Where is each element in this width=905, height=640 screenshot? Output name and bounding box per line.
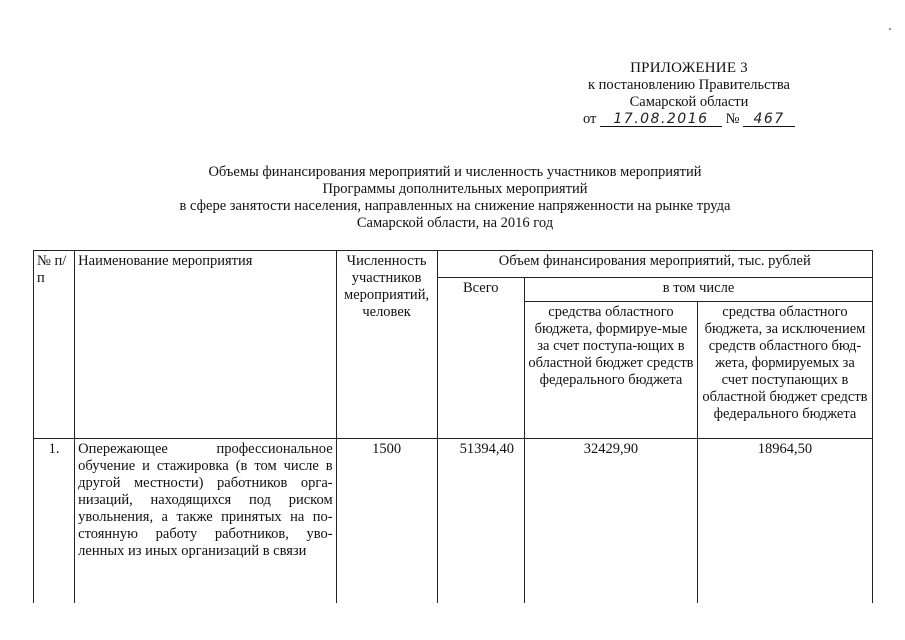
- row-participants: 1500: [336, 439, 437, 604]
- header-federal: средства областного бюджета, формируе-мые за счет поступа-ющих в областной бюджет средств федерального бюджета: [525, 302, 698, 439]
- appendix-dateline: [569, 111, 809, 128]
- handwritten-number: 467: [743, 112, 795, 127]
- row-name: Опережающее профессиональное обучение и стажировка (в том числе в другой местности) работников орга-низаций, находящихся под риском увольнения, а также принятых на по-стоянную работу работников, уво-ленных из иных организаций в связи: [75, 439, 336, 604]
- title-line-3: в сфере занятости населения, направленных на снижение напряженности на рынке труда: [179, 198, 731, 214]
- title-line-2: Программы дополнительных мероприятий: [322, 181, 588, 197]
- row-regional: 18964,50: [697, 439, 872, 604]
- appendix-line-2: Самарской области: [629, 94, 749, 110]
- financing-table: [33, 250, 873, 603]
- table-row: [34, 439, 873, 604]
- document-title: [110, 164, 800, 232]
- header-total: Всего: [437, 278, 524, 439]
- row-federal: 32429,90: [525, 439, 698, 604]
- scan-dot: [889, 28, 891, 30]
- appendix-line-1: к постановлению Правительства: [588, 77, 790, 93]
- appendix-block: [569, 60, 809, 128]
- row-total: 51394,40: [437, 439, 524, 604]
- header-participants: Численность участников мероприятий, человек: [336, 251, 437, 439]
- header-financing: Объем финансирования мероприятий, тыс. рублей: [437, 251, 872, 278]
- handwritten-date: 17.08.2016: [600, 112, 722, 127]
- number-prefix: №: [725, 111, 740, 127]
- date-prefix: от: [582, 111, 597, 127]
- header-name: Наименование мероприятия: [75, 251, 336, 439]
- row-num: 1.: [34, 439, 75, 604]
- header-including: в том числе: [525, 278, 873, 302]
- title-line-1: Объемы финансирования мероприятий и численность участников мероприятий: [208, 164, 702, 180]
- appendix-label: ПРИЛОЖЕНИЕ 3: [630, 60, 748, 76]
- title-line-4: Самарской области, на 2016 год: [356, 215, 554, 231]
- header-num: № п/п: [34, 251, 75, 439]
- header-regional: средства областного бюджета, за исключением средств областного бюд-жета, формируемых за счет поступающих в областной бюджет средств федерального бюджета: [697, 302, 872, 439]
